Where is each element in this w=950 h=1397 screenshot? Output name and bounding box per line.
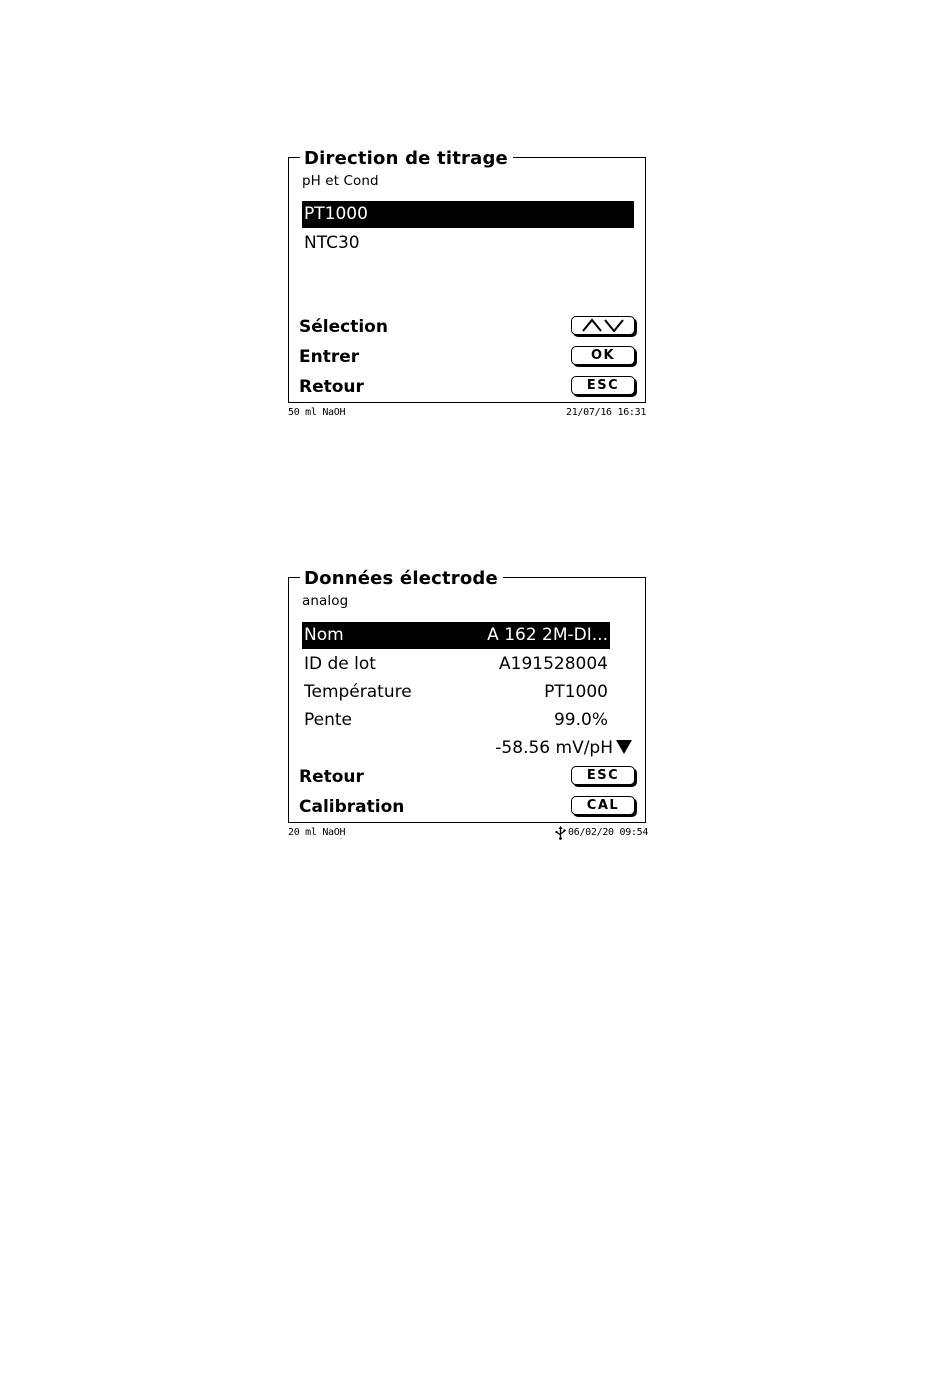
status-datetime: 06/02/20 09:54 [568, 827, 649, 838]
row-value: A 162 2M-DI... [487, 625, 608, 645]
row-temperature[interactable] [302, 679, 610, 706]
status-burette: 50 ml NaOH [288, 407, 346, 418]
titration-direction-screen [288, 148, 646, 403]
cal-button[interactable]: CAL [571, 796, 635, 815]
screen-subtitle: analog [302, 593, 349, 609]
slope-mv-value: -58.56 mV/pH [495, 738, 613, 758]
up-down-button[interactable] [571, 316, 635, 335]
up-down-arrows-icon [581, 318, 625, 332]
row-name[interactable] [302, 622, 610, 649]
action-label: Calibration [299, 797, 405, 817]
row-label: Pente [304, 710, 353, 730]
list-item-pt1000[interactable] [302, 201, 634, 228]
esc-button[interactable]: ESC [571, 376, 635, 395]
ok-button[interactable]: OK [571, 346, 635, 365]
row-slope-mv[interactable] [302, 735, 634, 762]
esc-button[interactable]: ESC [571, 766, 635, 785]
row-label: Nom [304, 625, 344, 645]
row-value: 99.0% [553, 710, 608, 730]
usb-icon [555, 826, 566, 840]
row-slope[interactable] [302, 707, 610, 734]
row-lot-id[interactable] [302, 651, 610, 678]
row-value [495, 735, 632, 762]
action-label: Sélection [299, 317, 388, 337]
action-row-back [299, 764, 635, 790]
action-row-calibration [299, 794, 635, 820]
row-label: ID de lot [304, 654, 376, 674]
row-label: Température [304, 682, 412, 702]
action-row-back [299, 374, 635, 400]
action-row-enter [299, 344, 635, 370]
scroll-down-triangle-icon[interactable] [616, 740, 632, 754]
action-label: Entrer [299, 347, 360, 367]
action-label: Retour [299, 377, 364, 397]
screen-subtitle: pH et Cond [302, 173, 379, 189]
list-item-label: PT1000 [304, 204, 368, 224]
electrode-data-screen [288, 568, 646, 823]
screen-title: Données électrode [300, 569, 503, 589]
status-datetime: 21/07/16 16:31 [566, 407, 647, 418]
list-item-label: NTC30 [304, 233, 360, 253]
status-burette: 20 ml NaOH [288, 827, 346, 838]
screen-title: Direction de titrage [300, 149, 513, 169]
row-value: PT1000 [544, 682, 608, 702]
list-item-ntc30[interactable] [302, 230, 634, 257]
action-label: Retour [299, 767, 364, 787]
row-value: A191528004 [499, 654, 608, 674]
action-row-selection [299, 314, 635, 340]
